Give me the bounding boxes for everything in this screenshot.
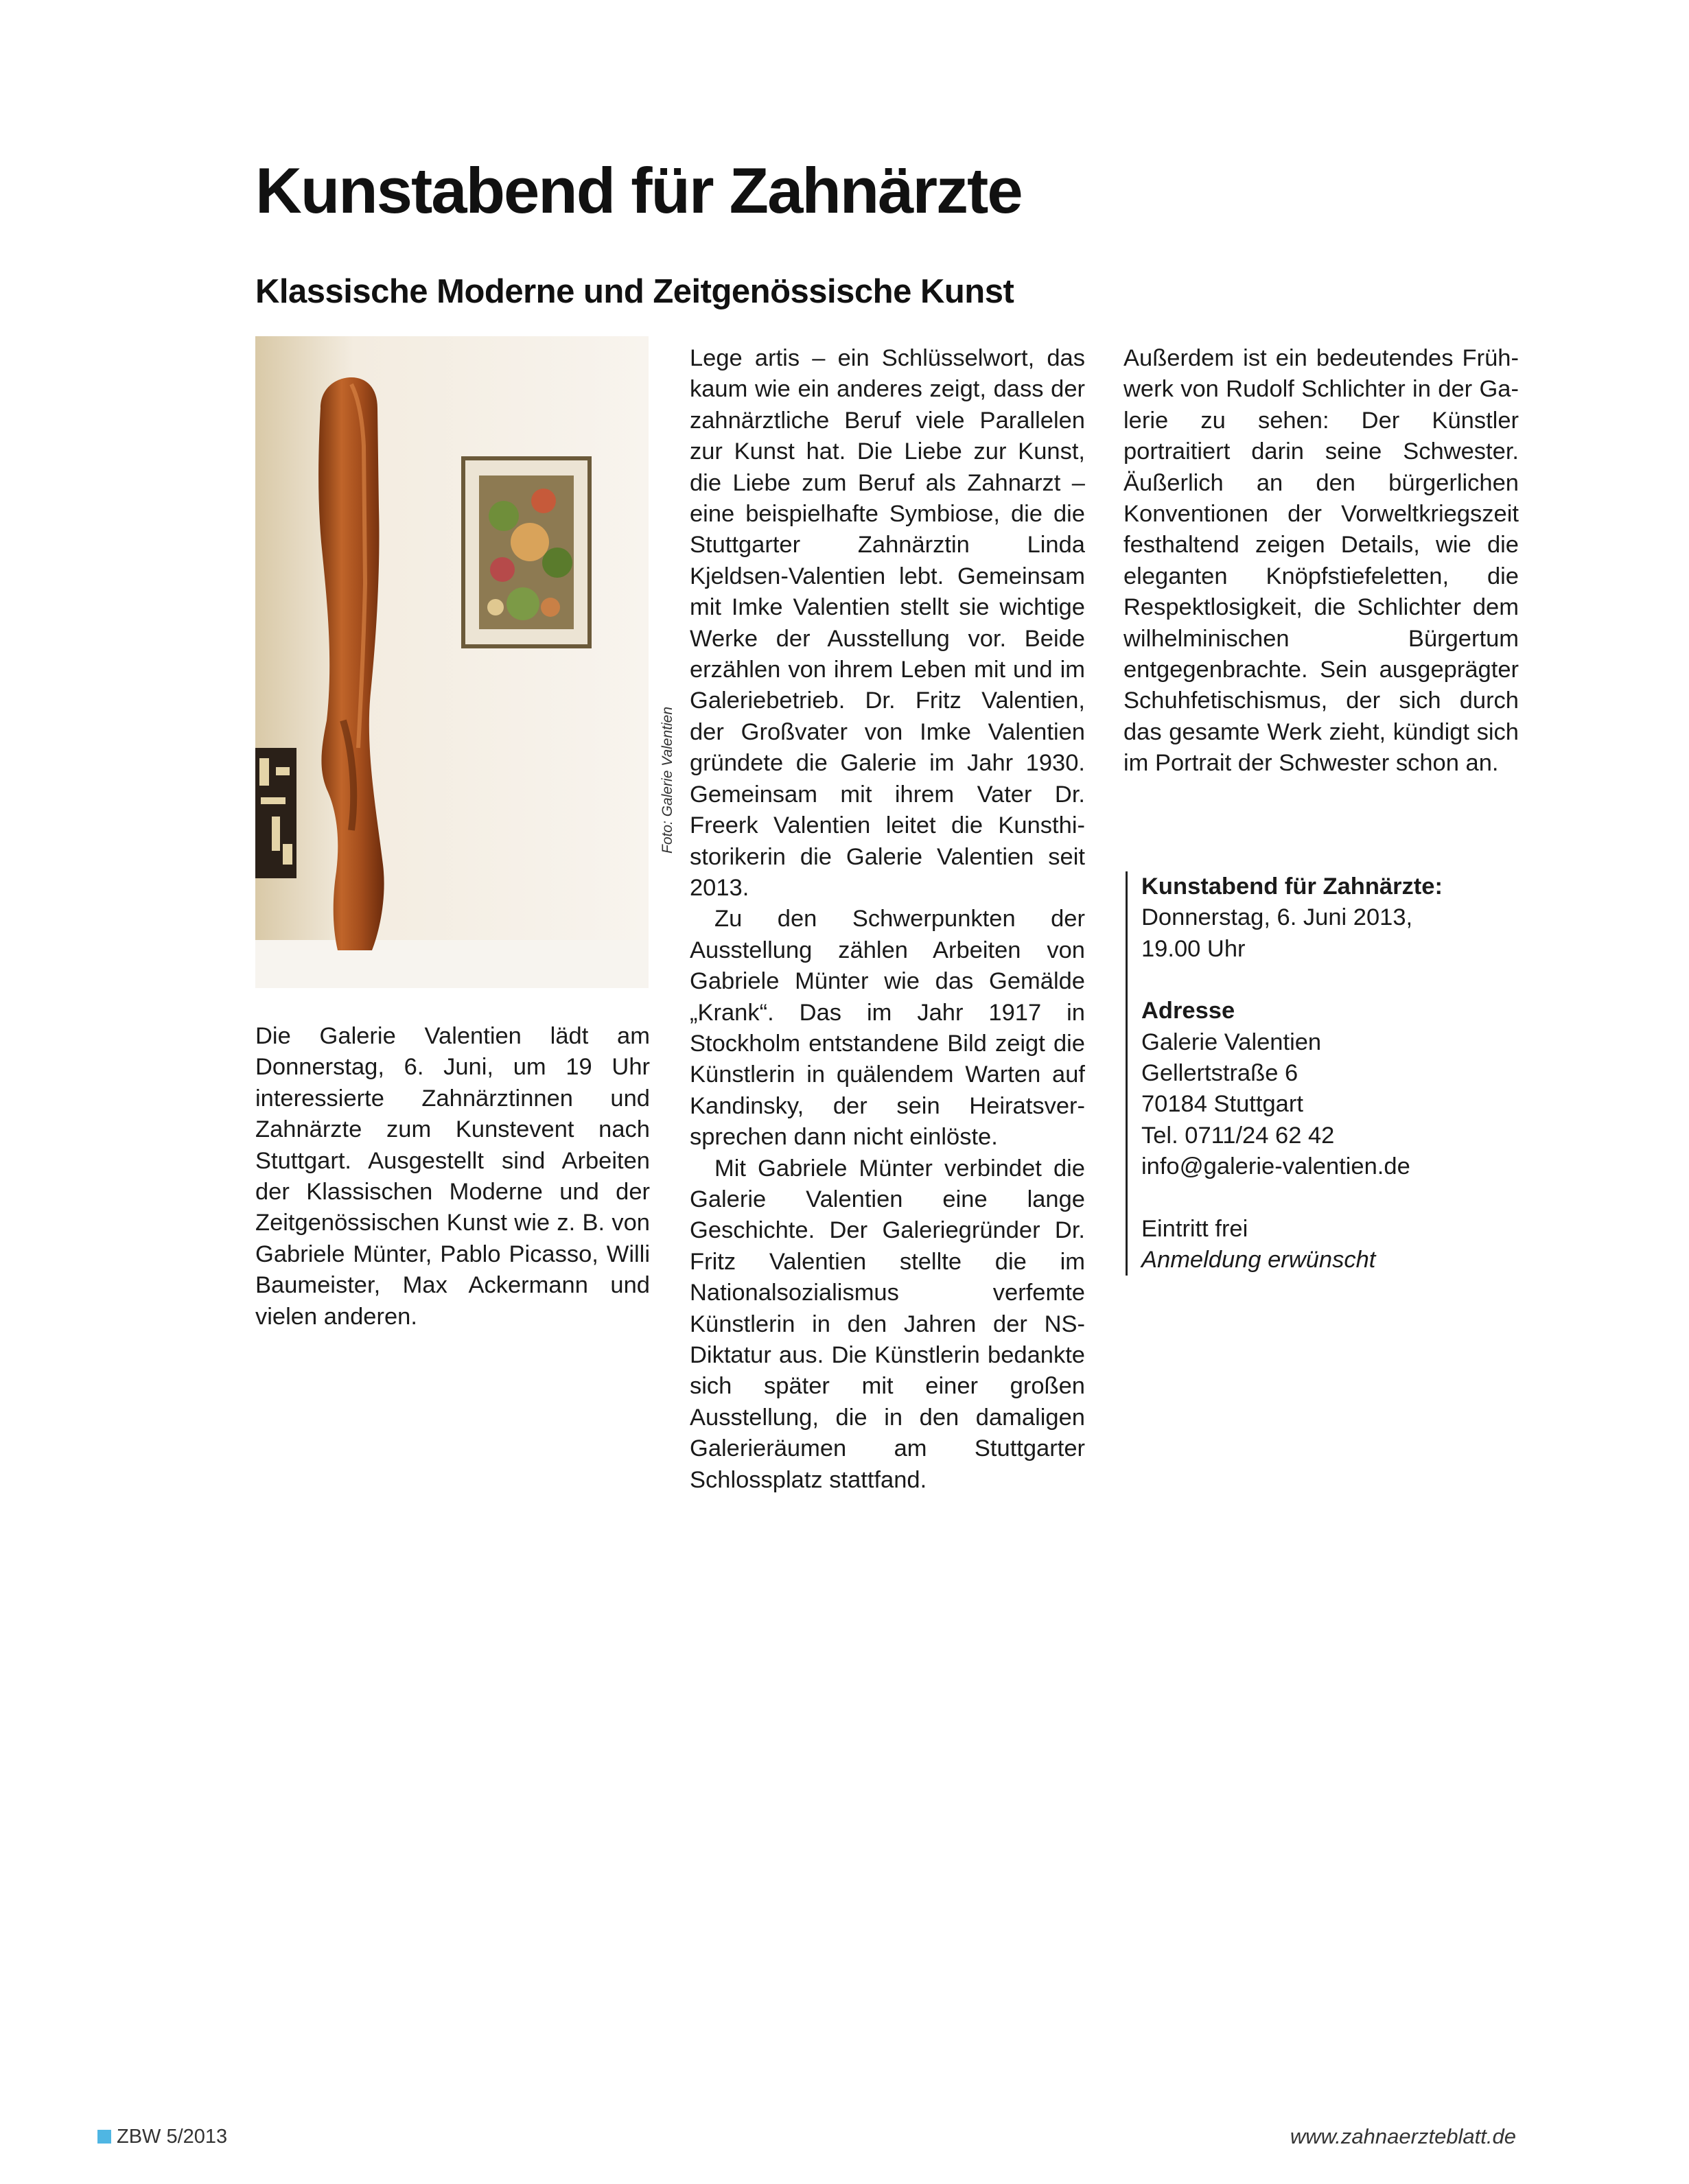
registration-note: Anmeldung erwünscht [1141,1247,1376,1273]
sculpture-and-painting-image [255,336,649,988]
gallery-phone: Tel. 0711/24 62 42 [1141,1122,1335,1149]
footer-issue [97,2126,227,2148]
event-time: 19.00 Uhr [1141,935,1246,962]
event-label: Kunstabend für Zahnärzte: [1141,873,1443,900]
article-title: Kunstabend für Zahnärzte [255,154,1022,226]
gallery-photo [255,336,649,988]
gallery-email[interactable]: info@galerie-valentien.de [1141,1153,1410,1180]
entry-note: Eintritt frei [1141,1215,1248,1242]
body-column-middle [690,343,1085,1496]
event-date: Donnerstag, 6. Juni 2013, [1141,904,1413,931]
body-paragraph-1: Lege artis – ein Schlüsselwort, das kaum wie ein anderes zeigt, dass der zahnärztliche Beruf viele Parallelen zur Kunst hat. Die Liebe zur Kunst, die Liebe zum Beruf als Zahnarzt – eine beispielhafte Symbiose, die die Stuttgarter Zahnärztin Linda Kjeldsen-Valentien lebt. Gemeinsam mit Imke Valentien stellt sie wichtige Werke der Ausstellung vor. Beide erzählen von ihrem Leben mit und im Galeriebetrieb. Dr. Fritz Valentien, der Großvater von Imke Valentien gründete die Galerie im Jahr 1930. Gemeinsam mit ihrem Vater Dr. Freerk Valentien leitet die Kunsthistorikerin die Galerie Valentien seit 2013. [690,345,1085,901]
intro-column [255,1021,650,1332]
gallery-city: 70184 Stuttgart [1141,1091,1303,1118]
article-subtitle: Klassische Moderne und Zeitgenössische Kunst [255,273,1014,310]
event-info-box [1126,871,1526,1276]
intro-paragraph: Die Galerie Valentien lädt am Donnerstag, 6. Juni, um 19 Uhr interessierte Zahnärztinnen und Zahnärzte zum Kunstevent nach Stuttgart. Ausgestellt sind Arbeiten der Klassischen Moderne und der Zeitgenössischen Kunst wie z. B. von Gabriele Münter, Pablo Picasso, Willi Baumeister, Max Ackermann und vielen anderen. [255,1023,650,1330]
address-label: Adresse [1141,998,1235,1024]
photo-credit: Foto: Galerie Valentien [660,706,675,854]
body-paragraph-2: Zu den Schwerpunkten der Ausstellung zählen Arbeiten von Gabriele Münter wie das Gemälde „Krank“. Das im Jahr 1917 in Stockholm entstandene Bild zeigt die Künstlerin in quälendem Warten auf Kandinsky, der sein Heiratsversprechen dann nicht einlöste. [690,906,1085,1151]
issue-label: ZBW 5/2013 [117,2126,228,2148]
body-column-right [1123,343,1519,779]
body-paragraph-3: Mit Gabriele Münter verbindet die Galerie Valentien eine lange Geschichte. Der Galeriegründer Dr. Fritz Valentien stellte die im Nationalsozialismus verfemte Künstlerin in den Jahren der NS-Diktatur aus. Die Künstlerin bedankte sich später mit einer großen Ausstellung, die in den damaligen Galerieräumen am Stuttgarter Schlossplatz stattfand. [690,1155,1085,1493]
gallery-name: Galerie Valentien [1141,1029,1322,1055]
footer-website[interactable]: www.zahnaerzteblatt.de [1290,2124,1516,2148]
square-icon [97,2130,111,2144]
body-paragraph-4: Außerdem ist ein bedeutendes Frühwerk von Rudolf Schlichter in der Galerie zu sehen: Der Künstler portraitiert darin seine Schwester. Äußerlich an den bürgerlichen Konventionen der Vorweltkriegszeit festhaltend zeigen Details, wie die eleganten Knöpfstiefeletten, die Respektlosigkeit, die Schlichter dem wilhelminischen Bürgertum entgegenbrachte. Sein ausgeprägter Schuhfetischismus, der sich durch das gesamte Werk zieht, kündigt sich im Portrait der Schwester schon an. [1123,345,1519,777]
gallery-street: Gellertstraße 6 [1141,1060,1298,1087]
